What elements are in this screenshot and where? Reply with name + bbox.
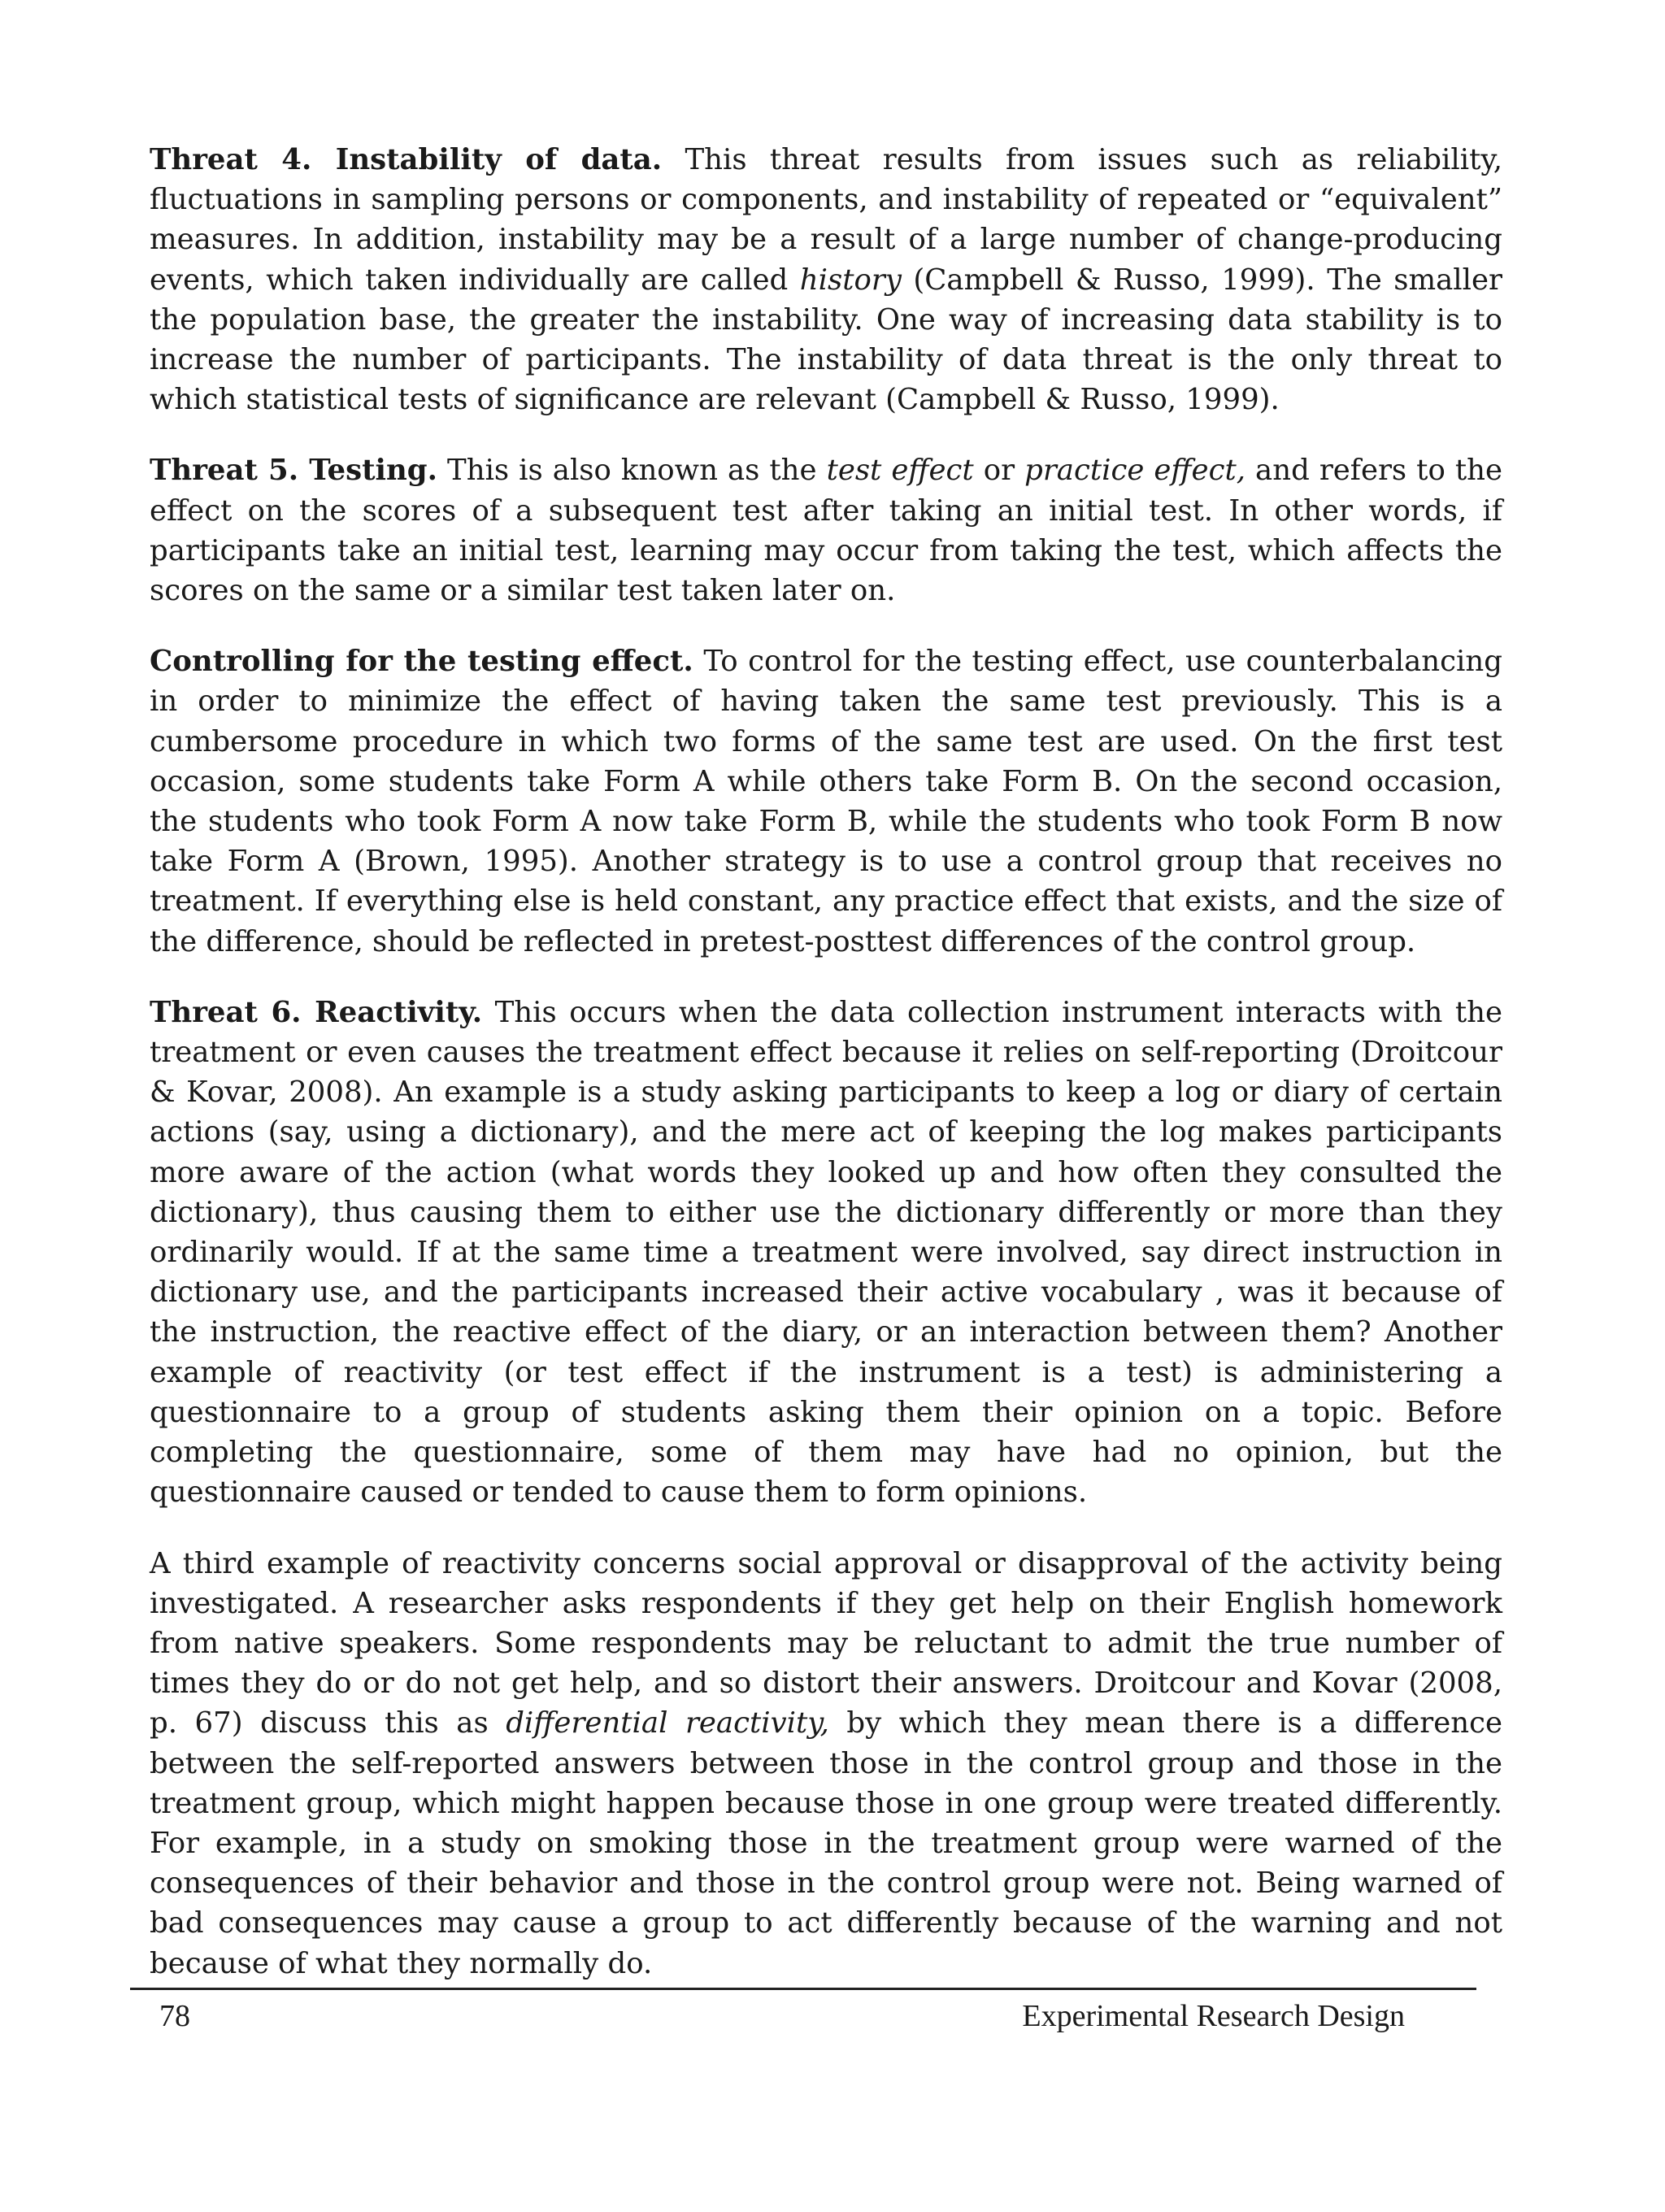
text-span: (Campbell & Russo, 1999). The smaller the population base, the greater the instability. One way of increasing data stability is to increase the number of participants. The instability of data threat is the only threat to which statistical tests of significance are relevant (Campbell & Russo, 1999). [150,263,1502,417]
italic-term-test-effect: test effect [826,454,974,488]
paragraph-threat-5-testing [150,450,1502,611]
footer-divider [130,1988,1476,1990]
text-span: or [973,454,1025,488]
text-span: This is also known as the [437,454,827,488]
text-span: by which they mean there is a difference between the self-reported answers between those in the control group and those in the treatment group, which might happen because those in one group were treated differently. For example, in a study on smoking those in the treatment group were warned of the consequences of their behavior and those in the control group were not. Being warned of bad consequences may cause a group to act differently because of the warning and not because of what they normally do. [150,1706,1502,1980]
heading-threat-5: Threat 5. Testing. [150,454,437,488]
italic-term-differential-reactivity: differential reactivity, [506,1706,829,1740]
paragraph-third-example-reactivity [150,1544,1502,1984]
body-text [150,140,1502,2014]
text-span: To control for the testing effect, use counterbalancing in order to minimize the effect of having taken the same test previously. This is a cumbersome procedure in which two forms of the same test are used. On the first test occasion, some students take Form A while others take Form B. On the second occasion, the students who took Form A now take Form B, while the students who took Form B now take Form A (Brown, 1995). Another strategy is to use a control group that receives no treatment. If everything else is held constant, any practice effect that exists, and the size of the difference, should be reflected in pretest-posttest differences of the control group. [150,645,1502,958]
italic-term-practice-effect: practice effect, [1024,454,1245,488]
paragraph-threat-6-reactivity [150,993,1502,1513]
heading-threat-4: Threat 4. Instability of data. [150,143,663,176]
running-title: Experimental Research Design [1022,1999,1405,2033]
text-span: This occurs when the data collection instrument interacts with the treatment or even causes the treatment effect because it relies on self-reporting (Droitcour & Kovar, 2008). An example is a study asking participants to keep a log or diary of certain actions (say, using a dictionary), and the mere act of keeping the log makes participants more aware of the action (what words they looked up and how often they consulted the dictionary), thus causing them to either use the dictionary differently or more than they ordinarily would. If at the same time a treatment were involved, say direct instruction in dictionary use, and the participants increased their active vocabulary , was it because of the instruction, the reactive effect of the diary, or an interaction between them? Another example of reactivity (or test effect if the instrument is a test) is administering a questionnaire to a group of students asking them their opinion on a topic. Before completing the questionnaire, some of them may have had no opinion, but the questionnaire caused or tended to cause them to form opinions. [150,995,1502,1510]
heading-controlling-testing: Controlling for the testing effect. [150,645,693,679]
text-span: This threat results from issues such as reliability, fluctuations in sampling persons or components, and instability of repeated or “equivalent” measures. In addition, instability may be a result of a large number of change-producing events, which taken individually are called [150,143,1502,297]
paragraph-controlling-testing-effect [150,641,1502,962]
paragraph-threat-4-instability [150,140,1502,419]
page-number: 78 [159,1999,190,2033]
text-span: A third example of reactivity concerns social approval or disapproval of the activity being investigated. A researcher asks respondents if they get help on their English homework from native speakers. Some respondents may be reluctant to admit the true number of times they do or do not get help, and so distort their answers. Droitcour and Kovar (2008, p. 67) discuss this as [150,1546,1502,1740]
heading-threat-6: Threat 6. Reactivity. [150,995,483,1029]
italic-term-history: history [799,263,902,297]
text-span: and refers to the effect on the scores of a subsequent test after taking an initial test. In other words, if participants take an initial test, learning may occur from taking the test, which affects the scores on the same or a similar test taken later on. [150,454,1502,608]
